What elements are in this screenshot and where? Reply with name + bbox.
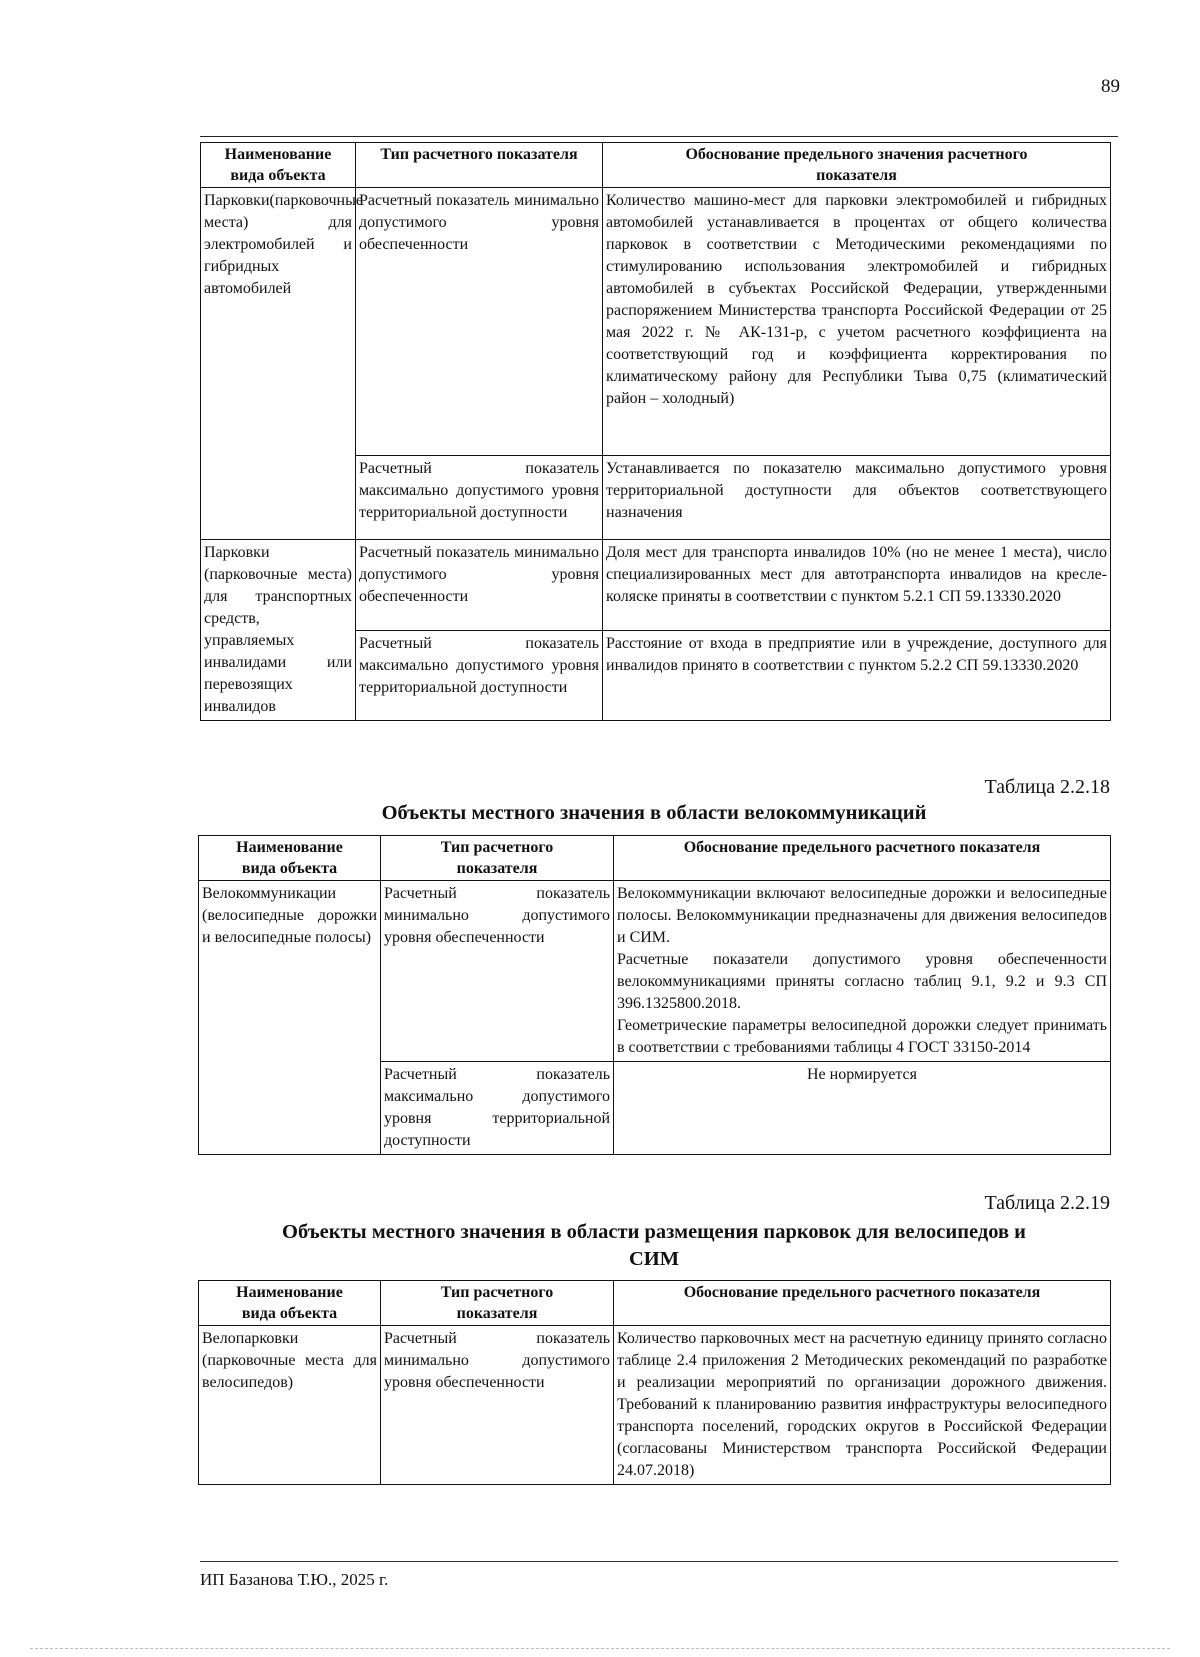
footer-rule bbox=[200, 1561, 1118, 1562]
indicator-type-cell: Расчетный показатель максимально допустимого уровня территориальной доступности bbox=[356, 455, 603, 539]
table-title: Объекты местного значения в области велокоммуникаций bbox=[381, 802, 927, 824]
indicator-type-cell: Расчетный показатель минимально допустимого уровня обеспеченности bbox=[356, 540, 603, 631]
justification-cell: Количество парковочных мест на расчетную единицу принято согласно таблице 2.4 приложения 2 Методических рекомендаций по разработке и реализации мероприятий по организации дорожного движения. Требований к планированию развития инфраструктуры велосипедного транспорта поселений, городских округов в Российской Федерации (согласованы Министерством транспорта Российской Федерации 24.07.2018) bbox=[614, 1326, 1111, 1485]
table-ev-parking bbox=[200, 142, 1111, 721]
object-name-cell: Парковки(парковочные места) для электромобилей и гибридных автомобилей bbox=[201, 188, 356, 540]
table-number: Таблица 2.2.18 bbox=[984, 776, 1110, 798]
table-row bbox=[199, 1326, 1111, 1485]
page-number: 89 bbox=[1101, 76, 1120, 97]
justification-cell: Доля мест для транспорта инвалидов 10% (но не менее 1 места), число специализированных мест для автотранспорта инвалидов на кресле-коляске приняты в соответствии с пунктом 5.2.1 СП 59.13330.2020 bbox=[603, 540, 1111, 631]
table-row bbox=[201, 540, 1111, 631]
header-object-name: Наименование вида объекта bbox=[199, 1281, 381, 1326]
header-indicator-type: Тип расчетного показателя bbox=[356, 143, 603, 188]
indicator-type-cell: Расчетный показатель минимально допустимого уровня обеспеченности bbox=[381, 881, 614, 1062]
justification-cell: Расстояние от входа в предприятие или в учреждение, доступного для инвалидов принято в соответствии с пунктом 5.2.2 СП 59.13330.2020 bbox=[603, 630, 1111, 721]
table-number: Таблица 2.2.19 bbox=[984, 1192, 1110, 1214]
justification-cell: Устанавливается по показателю максимально допустимого уровня территориальной доступности для объектов соответствующего назначения bbox=[603, 455, 1111, 539]
object-name-cell: Велопарковки (парковочные места для велосипедов) bbox=[199, 1326, 381, 1485]
indicator-type-cell: Расчетный показатель минимально допустимого уровня обеспеченности bbox=[356, 188, 603, 456]
header-indicator-type: Тип расчетного показателя bbox=[381, 836, 614, 881]
footer-text: ИП Базанова Т.Ю., 2025 г. bbox=[200, 1570, 389, 1589]
indicator-type-cell: Расчетный показатель максимально допустимого уровня территориальной доступности bbox=[356, 630, 603, 721]
table-header-row bbox=[199, 836, 1111, 881]
header-justification: Обоснование предельного расчетного показателя bbox=[614, 836, 1111, 881]
table-header-row bbox=[199, 1281, 1111, 1326]
header-object-name: Наименование вида объекта bbox=[201, 143, 356, 188]
table-row bbox=[201, 188, 1111, 456]
object-name-cell: Велокоммуникации (велосипедные дорожки и велосипедные полосы) bbox=[199, 881, 381, 1155]
table-header-row bbox=[201, 143, 1111, 188]
indicator-type-cell: Расчетный показатель максимально допустимого уровня территориальной доступности bbox=[381, 1062, 614, 1155]
table-bike-parking bbox=[198, 1280, 1111, 1485]
object-name-cell: Парковки (парковочные места) для транспортных средств, управляемых инвалидами или перевозящих инвалидов bbox=[201, 540, 356, 721]
header-justification: Обоснование предельного значения расчетного показателя bbox=[603, 143, 1111, 188]
justification-paragraph: Геометрические параметры велосипедной дорожки следует принимать в соответствии с требованиями таблицы 4 ГОСТ 33150-2014 bbox=[617, 1017, 1107, 1056]
scan-edge-line bbox=[30, 1648, 1170, 1649]
header-indicator-type: Тип расчетного показателя bbox=[381, 1281, 614, 1326]
header-rule bbox=[200, 136, 1118, 137]
justification-paragraph: Велокоммуникации включают велосипедные дорожки и велосипедные полосы. Велокоммуникации предназначены для движения велосипедов и СИМ. bbox=[617, 885, 1107, 946]
table-bike-lanes bbox=[198, 835, 1111, 1155]
header-object-name: Наименование вида объекта bbox=[199, 836, 381, 881]
header-justification: Обоснование предельного расчетного показателя bbox=[614, 1281, 1111, 1326]
table-title: Объекты местного значения в области размещения парковок для велосипедов и СИМ bbox=[282, 1221, 1026, 1270]
table-row bbox=[199, 881, 1111, 1062]
justification-cell: Не нормируется bbox=[614, 1062, 1111, 1155]
justification-paragraph: Расчетные показатели допустимого уровня обеспеченности велокоммуникациями приняты согласно таблиц 9.1, 9.2 и 9.3 СП 396.1325800.2018. bbox=[617, 951, 1107, 1012]
indicator-type-cell: Расчетный показатель минимально допустимого уровня обеспеченности bbox=[381, 1326, 614, 1485]
justification-cell: Количество машино-мест для парковки электромобилей и гибридных автомобилей устанавливается в процентах от общего количества парковок в соответствии с Методическими рекомендациями по стимулированию использования электромобилей и гибридных автомобилей в субъектах Российской Федерации, утвержденными распоряжением Министерства транспорта Российской Федерации от 25 мая 2022 г. № АК-131-р, с учетом расчетного коэффициента на соответствующий год и коэффициента корректирования по климатическому району для Республики Тыва 0,75 (климатический район – холодный) bbox=[603, 188, 1111, 456]
justification-cell bbox=[614, 881, 1111, 1062]
